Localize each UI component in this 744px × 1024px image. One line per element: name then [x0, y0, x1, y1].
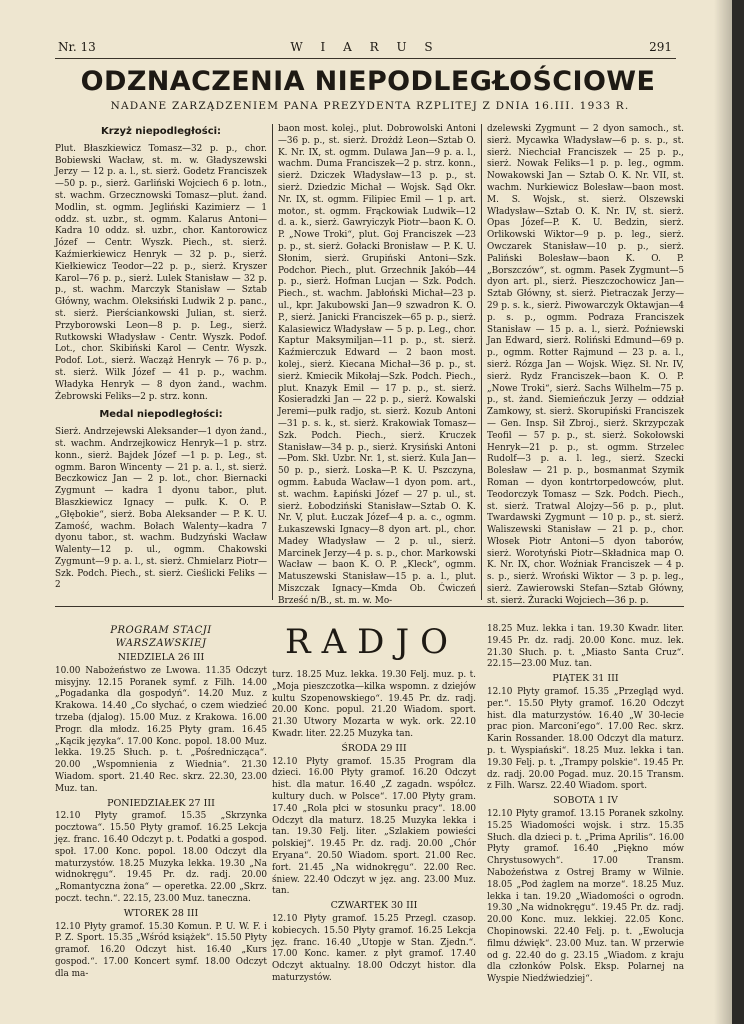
awards-column-3	[487, 124, 684, 606]
friday-program: 12.10 Płyty gramof. 15.35 „Przegląd wyd. per.“. 15.50 Płyty gramof. 16.20 Odczyt hist. dla maturzystów. 16.40 „W 30-lecie prac pion. Marconi’ego“. 17.00 Rec. skrz. Karin Rossander. 18.00 Odczyt dla maturz. p. t. Wyspiański“. 18.25 Muz. lekka i tan. 19.30 Felj. p. t. „Trampy polskie“. 19.45 Pr. dz. radj. 20.00 Pogad. muz. 20.15 Transm. z Filh. Warsz. 22.40 Wiadom. sport.	[487, 686, 684, 792]
sunday-program: 10.00 Nabożeństwo ze Lwowa. 11.35 Odczyt misyjny. 12.15 Poranek symf. z Filh. 14.00 „Pogadanka dla gospodyń“. 14.20 Muz. z Krakowa. 14.40 „Co słychać, o czem wiedzieć trzeba (djalog). 15.00 Muz. z Krakowa. 16.00 Progr. dla młodz. 16.25 Płyty gram. 16.45 „Kącik języka“. 17.00 Konc. popol. 18.00 Muz. lekka. 19.25 Słuch. p. t. „Pośrednicząca“. 20.00 „Wspomnienia z Wiednia“. 21.30 Wiadom. sport. 21.40 Rec. skrz. 22.30, 23.00 Muz. tan.	[55, 665, 267, 794]
journal-name: W I A R U S	[290, 40, 440, 54]
radio-column-1	[55, 624, 267, 1004]
article-title: ODZNACZENIA NIEPODLEGŁOŚCIOWE	[80, 66, 656, 97]
awards-column-1	[55, 124, 267, 600]
article-subtitle: NADANE ZARZĄDZENIEM PANA PREZYDENTA RZPLITEJ Z DNIA 16.III. 1933 R.	[110, 100, 630, 112]
thursday-program-cont: 18.25 Muz. lekka i tan. 19.30 Kwadr. liter. 19.45 Pr. dz. radj. 20.00 Konc. muz. lek. 21.30 Słuch. p. t. „Miasto Santa Cruz“. 22.15—23.00 Muz. tan.	[487, 624, 684, 670]
program-title-line-2: WARSZAWSKIEJ	[115, 638, 207, 649]
radio-heading: RADJO	[285, 622, 459, 662]
wednesday-program: 12.10 Płyty gramof. 15.35 Program dla dzieci. 16.00 Płyty gramof. 16.20 Odczyt hist. dla matur. 16.40 „Z zagadn. współcz. kultury duch. w Polsce“. 17.00 Płyty gram. 17.40 „Rola płci w stosunku pracy“. 18.00 Odczyt dla maturz. 18.25 Muzyka lekka i tan. 19.30 Felj. liter. „Szlakiem powieści polskiej“. 19.45 Pr. dz. radj. 20.00 „Chór Eryana“. 20.50 Wiadom. sport. 21.00 Rec. fort. 21.45 „Na widnokręgu“. 22.00 Rec. śniew. 22.40 Odczyt w jęz. ang. 23.00 Muz. tan.	[272, 756, 476, 897]
radio-column-2	[272, 670, 476, 1004]
medal-list: Sierż. Andrzejewski Aleksander—1 dyon żand., st. wachm. Andrzejkowicz Henryk—1 p. strz. konn., sierż. Bajdek Józef —1 p. p. Leg., st. ogmm. Baron Wincenty — 21 p. a. l., st. sierż. Beczkowicz Jan — 2 p. lot., chor. Biernacki Zygmunt — kadra 1 dyonu tabor., plut. Błaszkiewicz Ignacy — pułk. K. O. P. „Głębokie“, sierż. Boba Aleksander — P. K. U. Zamość, wachm. Bołach Walenty—kadra 7 dyonu tabor., st. wachm. Budzyński Wacław Walenty—12 p. ul., ogmm. Chakowski Zygmunt—9 p. a. l., st. sierż. Chmielarz Piotr—Szk. Podch. Piech., st. sierż. Cieślicki Feliks — 2	[55, 427, 267, 591]
medal-heading: Medal niepodległości:	[99, 409, 223, 421]
radio-column-3	[487, 624, 684, 1004]
awards-column-2	[278, 124, 476, 606]
column-divider	[481, 124, 482, 600]
header-rule	[55, 58, 676, 59]
thursday-program: 12.10 Płyty gramof. 15.25 Przegl. czasop. kobiecych. 15.50 Płyty gramof. 16.25 Lekcja jęz. franc. 16.40 „Utopje w Stan. Zjedn.“. 17.00 Konc. kamer. z płyt gramof. 17.40 Odczyt aktualny. 18.00 Odczyt histor. dla maturzystów.	[272, 913, 476, 983]
column-divider	[272, 124, 273, 600]
cross-heading: Krzyż niepodległości:	[100, 126, 222, 137]
medal-list-cont: baon most. kolej., plut. Dobrowolski Antoni—36 p. p., st. sierż. Drożdż Leon—Sztab O. K. Nr. IX, st. ogmm. Dulawa Jan—9 p. a. l., wachm. Duma Franciszek—2 p. strz. konn., sierż. Dziczek Władysław—13 p. p., st. sierż. Dziedzic Michał — Wojsk. Sąd Okr. Nr. IX, st. ogmm. Filipiec Emil — 1 p. art. motor., st. ogmm. Frąckowiak Ludwik—12 d. a. k., sierż. Gawryiczyk Piotr—baon K. O. P. „Nowe Troki“, plut. Goj Franciszek —23 p. p., st. sierż. Gołacki Bronisław — P. K. U. Słonim, sierż. Grupiński Antoni—Szk. Podchor. Piech., plut. Grzechnik Jakób—44 p. p., sierż. Hofman Lucjan — Szk. Podch. Piech., st. wachm. Jabłoński Michał—23 p. ul., kpr. Jakubowski Jan—9 szwadron K. O. P., sierż. Janicki Franciszek—65 p. p., sierż. Kalasiewicz Władysław — 5 p. p. Leg., chor. Kaptur Maksymiljan—11 p. p., st. sierż. Kaźmierczuk Edward — 2 baon most. kolej., sierż. Kiecana Michał—36 p. p., st. sierż. Kmiecik Mikołaj—Szk. Podch. Piech., plut. Knazyk Emil — 17 p. p., st. sierż. Kosieradzki Jan — 22 p. p., sierż. Kowalski Jeremi—pułk radjo, st. sierż. Kozub Antoni—31 p. s. k., st. sierż. Krakowiak Tomasz—Szk. Podch. Piech., sierż. Kruczek Stanisław—34 p. p., sierż. Krysiński Antoni—Pom. Skł. Uzbr. Nr. 1, st. sierż. Kula Jan—50 p. p., sierż. Loska—P. K. U. Pszczyna, ogmm. Łabuda Wacław—1 dyon pom. art., st. wachm. Łapiński Józef — 27 p. ul., st. sierż. Łobodziński Stanisław—Sztab O. K. Nr. V, plut. Łuczak Józef—4 p. a. c., ogmm. Łukaszewski Ignacy—8 dyon art. pl., chor. Madey Władysław — 2 p. ul., sierż. Marcinek Jerzy—4 p. s. p., chor. Markowski Wacław — baon K. O. P. „Kleck“, ogmm. Matuszewski Stanisław—15 p. a. l., plut. Miszczak Ignacy—Kmda Ob. Ćwiczeń Brześć n/B., st. m. w. Mo-	[278, 124, 476, 606]
day-heading-thursday: CZWARTEK 30 III	[330, 900, 418, 912]
monday-program: 12.10 Płyty gramof. 15.35 „Skrzynka pocztowa“. 15.50 Płyty gramof. 16.25 Lekcja jęz. franc. 16.40 Odczyt p. t. Podatki a gospod. społ. 17.00 Konc. popol. 18.00 Odczyt dla maturzystów. 18.25 Muzyka lekka. 19.30 „Na widnokręgu“. 19.45 Pr. dz. radj. 20.00 „Romantyczna żona“ — operetka. 22.00 „Skrz. poczt. techn.“. 22.15, 23.00 Muz. taneczna.	[55, 811, 267, 904]
saturday-program: 12.10 Płyty gramof. 13.15 Poranek szkolny. 15.25 Wiadomości wojsk. i strz. 15.35 Słuch. dla dzieci p. t. „Prima Aprilis“. 16.00 Płyty gramof. 16.40 „Piękno mów Chrystusowych“. 17.00 Transm. Nabożeństwa z Ostrej Bramy w Wilnie. 18.05 „Pod żaglem na morze“. 18.25 Muz. lekka i tan. 19.20 „Wiadomości o ogrodn. 19.30 „Na widnokręgu“. 19.45 Pr. dz. radj. 20.00 Konc. muz. lekkiej. 22.05 Konc. Chopinowski. 22.40 Felj. p. t. „Ewolucja filmu dźwięk“. 23.00 Muz. tan. W przerwie od g. 22.40 do g. 23.15 „Wiadom. z kraju dla członków Polsk. Eksp. Polarnej na Wyspie Niedźwiedziej“.	[487, 808, 684, 985]
running-header	[58, 40, 672, 56]
book-edge	[732, 0, 744, 1024]
day-heading-wednesday: ŚRODA 29 III	[341, 742, 407, 754]
day-heading-saturday: SOBOTA 1 IV	[553, 795, 618, 807]
day-heading-tuesday: WTOREK 28 III	[123, 907, 199, 919]
issue-number: Nr. 13	[58, 40, 96, 54]
program-title-line-1: PROGRAM STACJI	[110, 625, 212, 636]
day-heading-friday: PIĄTEK 31 III	[552, 673, 619, 685]
tuesday-program: 12.10 Płyty gramof. 15.30 Komun. P. U. W. F. i P. Z. Sport. 15.35 „Wśród książek“. 15.50 Płyty gramof. 16.20 Odczyt hist. 16.40 „Kurs gospod.“. 17.00 Koncert symf. 18.00 Odczyt dla ma-	[55, 921, 267, 979]
medal-list-cont: dzelewski Zygmunt — 2 dyon samoch., st. sierż. Mycawka Władysław—6 p. s. p., st. sierż. Niechciał Franciszek — 25 p. p., sierż. Nowak Feliks—1 p. p. leg., ogmm. Nowakowski Jan — Sztab O. K. Nr. VII, st. wachm. Nurkiewicz Bolesław—baon most. M. S. Wojsk., st. sierż. Olszewski Władysław—Sztab O. K. Nr. IV, st. sierż. Opas Józef—P. K. U. Bedzin, sierż. Orlikowski Wiktor—9 p. p. leg., sierż. Owczarek Stanisław—10 p. p., sierż. Paliński Bolesław—baon K. O. P. „Borszczów“, st. ogmm. Pasek Zygmunt—5 dyon art. pl., sierż. Pieszczochowicz Jan—Sztab Główny, st. sierż. Pietraczak Jerzy—29 p. s. k., sierż. Piwowarczyk Oktawjan—4 p. s. p., ogmm. Podraza Franciszek Stanisław — 15 p. a. l., sierż. Poźniewski Jan Edward, sierż. Roliński Edmund—69 p. p., ogmm. Rotter Rajmund — 23 p. a. l., sierż. Rózga Jan — Wojsk. Więz. Sł. Nr. IV, sierż. Rydz Franciszek—baon K. O. P. „Nowe Troki“, sierż. Sachs Wilhelm—75 p. p., st. żand. Siemieńczuk Jerzy — oddział Zamkowy, st. sierż. Skorupiński Franciszek — Gen. Insp. Sił Zbroj., sierż. Skrzypczak Teofil — 57 p. p., st. sierż. Sokołowski Henryk—21 p. p., st. ogmm. Strzelec Rudolf—3 p. a. l. leg., sierż. Szecki Bolesław — 21 p. p., bosmanmat Szymik Roman — dyon kontrtorpedowców, plut. Teodorczyk Tomasz — Szk. Podch. Piech., st. sierż. Tratwal Alojzy—56 p. p., plut. Twardawski Zygmunt — 10 p. p., st. sierż. Waliszewski Stanisław — 21 p. p., chor. Włosek Piotr Antoni—5 dyon taborów, sierż. Worotyński Piotr—Składnica map O. K. Nr. IX, chor. Woźniak Franciszek — 4 p. s. p., sierż. Wroński Wiktor — 3 p. p. leg., sierż. Zawierowski Stefan—Sztab Główny, st. sierż. Żuracki Wojciech—36 p. p.	[487, 124, 684, 606]
tuesday-program-cont: turz. 18.25 Muz. lekka. 19.30 Felj. muz. p. t. „Moja pieszczotka—kilka wspomn. z dziejów kultu Szopenowskiego“. 19.45 Pr. dz. radj. 20.00 Konc. popul. 21.20 Wiadom. sport. 21.30 Utwory Mozarta w wyk. ork. 22.10 Kwadr. liter. 22.25 Muzyka tan.	[272, 670, 476, 739]
page-number: 291	[649, 40, 672, 54]
cross-list: Plut. Błaszkiewicz Tomasz—32 p. p., chor. Bobiewski Wacław, st. m. w. Gładyszewski Jerzy — 12 p. a. l., st. sierż. Godetz Franciszek—50 p. p., sierż. Garliński Wojciech 6 p. lotn., st. wachm. Grzecznowski Tomasz—plut. żand. Modlin, st. ogmm. Jegliński Kazimierz — 1 oddz. st. uzbr., st. ogmm. Kalarus Antoni—Kadra 10 oddz. sł. uzbr., chor. Kantorowicz Józef — Centr. Wyszk. Piech., st. sierż. Kaźmierkiewicz Henryk — 32 p. p., sierż. Kiełkiewicz Teodor—22 p. p., sierż. Kryszer Karol—76 p. p., sierż. Lulek Stanisław — 32 p. p., st. wachm. Marczyk Stanisław — Sztab Główny, wachm. Oleksiński Ludwik 2 p. panc., st. sierż. Pierściankowski Julian, st. sierż. Przyborowski Leon—8 p. p. Leg., sierż. Rutkowski Władysław - Centr. Wyszk. Podof. Lot., chor. Skibiński Karol — Centr. Wyszk. Podof. Lot., sierż. Wacząż Henryk — 76 p. p., st. sierż. Wilk Józef — 41 p. p., wachm. Władyka Henryk — 8 dyon żand., wachm. Żebrowski Feliks—2 p. strz. konn.	[55, 143, 267, 402]
day-heading-sunday: NIEDZIELA 26 III	[117, 652, 205, 663]
section-rule	[55, 606, 684, 607]
day-heading-monday: PONIEDZIAŁEK 27 III	[107, 797, 215, 809]
